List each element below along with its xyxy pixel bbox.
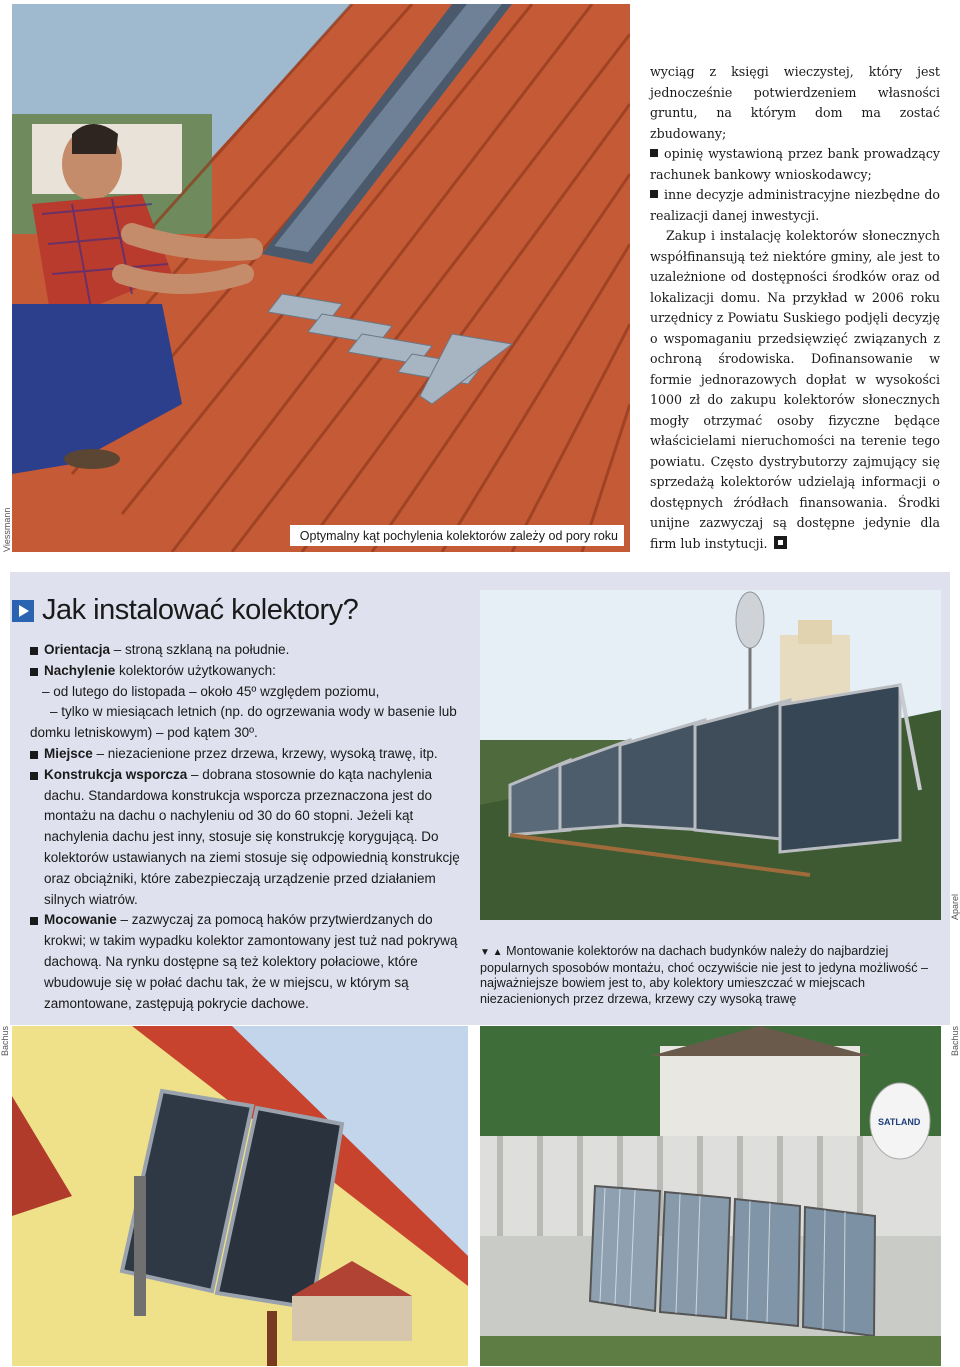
- tip-structure-label: Konstrukcja wsporcza: [44, 766, 188, 782]
- tip-orientation-label: Orientacja: [44, 642, 111, 657]
- wall-mounted-collectors-photo: [12, 1026, 468, 1366]
- article-bullet-decisions-text: inne decyzje administracyjne niezbędne do realizacji danej inwestycji.: [650, 187, 940, 223]
- tip-orientation-text: – stroną szklaną na południe.: [110, 642, 290, 657]
- flat-roof-collectors-photo: [480, 590, 941, 920]
- dish-brand-label: SATLAND: [878, 1117, 921, 1127]
- info-box-header: [12, 594, 358, 627]
- tip-tilt-text: kolektorów użytkowanych:: [115, 662, 276, 678]
- tip-structure: [30, 765, 462, 911]
- bullet-square-icon: [30, 751, 38, 759]
- tip-tilt-label: Nachylenie: [44, 662, 116, 678]
- installation-tips-list: [30, 640, 462, 1014]
- article-bullet-bank-text: opinię wystawioną przez bank prowadzący rachunek bankowy wnioskodawcy;: [650, 146, 940, 182]
- photo-credit-aparel: Aparel: [950, 893, 960, 920]
- tip-tilt: [30, 661, 462, 682]
- article-bullet-bank: [650, 144, 940, 185]
- bullet-square-icon: [30, 647, 38, 655]
- photo-credit-viessmann: Viessmann: [2, 507, 12, 552]
- tip-mounting-text: – zazwyczaj za pomocą haków przytwierdzanych do krokwi; w takim wypadku kolektor zamontowany jest tuż nad pokrywą dachową. Na rynku dostępne są też kolektory połaciowe, które wbudowuje się w połać dachu tak, że w miejscu, w którym są zamontowane, zastępują pokrycie dachowe.: [44, 912, 458, 1011]
- end-of-article-icon: [774, 536, 787, 549]
- info-box-title: Jak instalować kolektory?: [42, 594, 359, 626]
- tip-place-label: Miejsce: [44, 745, 93, 761]
- tubes-photo-illustration: [480, 1026, 941, 1366]
- flat-roof-caption-text: Montowanie kolektorów na dachach budynków należy do najbardziej popularnych sposobów montażu, choć oczywiście nie jest to jedyna możliwość – najważniejsze bowiem jest to, aby kolektory umieszczać w miejscach niezacienionych przez drzewa, krzewy czy wysoką trawę: [480, 944, 929, 1006]
- tip-tilt-line-2: – tylko w miesiącach letnich (np. do ogrzewania wody w basenie lub domku letniskowym) – pod kątem 30º.: [30, 704, 457, 741]
- tip-tilt-line-1: – od lutego do listopada – około 45º względem poziomu,: [42, 683, 380, 699]
- flat-roof-photo-illustration: [480, 590, 941, 920]
- tip-place: [30, 744, 462, 765]
- tip-place-text: – niezacienione przez drzewa, krzewy, wysoką trawę, itp.: [92, 745, 438, 761]
- article-paragraph-funding-text: Zakup i instalację kolektorów słonecznych współfinansują też niektóre gminy, ale jest to uzależnione od dostępności środków oraz od lokalizacji domu. Na przykład w 2006 roku urzędnicy z Powiatu Suskiego podjęli decyzję o wspomaganiu przedsięwzięć związanych z ochroną środowiska. Dofinansowanie w formie jednorazowych dopłat w wysokości 1000 zł do zakupu kolektorów słonecznych mogły otrzymać osoby fizyczne będące właścicielami nieruchomości na terenie tego powiatu. Często dystrybutorzy zajmujący się sprzedażą kolektorów udzielają informacji o dostępnych źródłach finansowania. Środki unijne zazwyczaj są dostępne jedynie dla firm lub instytucji.: [650, 228, 940, 551]
- tip-structure-text: – dobrana stosownie do kąta nachylenia dachu. Standardowa konstrukcja wsporcza przeznaczona jest do montażu na dachu o nachyleniu od 30 do 60 stopni. Jeżeli kąt nachylenia dachu jest inny, stosuje się konstrukcję korygującą. Do kolektorów ustawianych na ziemi stosuje się odpowiednią konstrukcję oraz obciążniki, które zabezpieczają urządzenie przed działaniem silnych wiatrów.: [44, 766, 460, 907]
- roof-photo-caption: Optymalny kąt pochylenia kolektorów zależy od pory roku: [290, 525, 624, 546]
- caption-arrows-icon: ▼ ▲: [480, 947, 503, 958]
- play-arrow-icon: [12, 600, 34, 622]
- tip-mounting: [30, 910, 462, 1014]
- article-paragraph-1: wyciąg z księgi wieczystej, który jest jednocześnie potwierdzeniem własności gruntu, na którym dom ma zostać zbudowany;: [650, 64, 940, 141]
- tip-orientation: [30, 640, 462, 661]
- vacuum-tube-collectors-photo: [480, 1026, 941, 1366]
- article-paragraph-funding: [650, 226, 940, 554]
- bullet-square-icon: [30, 772, 38, 780]
- bullet-square-icon: [30, 917, 38, 925]
- article-column: [650, 62, 940, 554]
- photo-credit-bachus-right: Bachus: [950, 1025, 960, 1056]
- tip-mounting-label: Mocowanie: [44, 912, 117, 928]
- roof-photo-illustration: [12, 4, 630, 552]
- photo-credit-bachus-left: Bachus: [0, 1025, 10, 1056]
- wall-photo-illustration: [12, 1026, 468, 1366]
- roof-installation-photo: [12, 4, 630, 552]
- article-bullet-decisions: [650, 185, 940, 226]
- bullet-square-icon: [650, 149, 658, 157]
- bullet-square-icon: [650, 190, 658, 198]
- bullet-square-icon: [30, 668, 38, 676]
- flat-roof-photo-caption: [480, 944, 940, 1007]
